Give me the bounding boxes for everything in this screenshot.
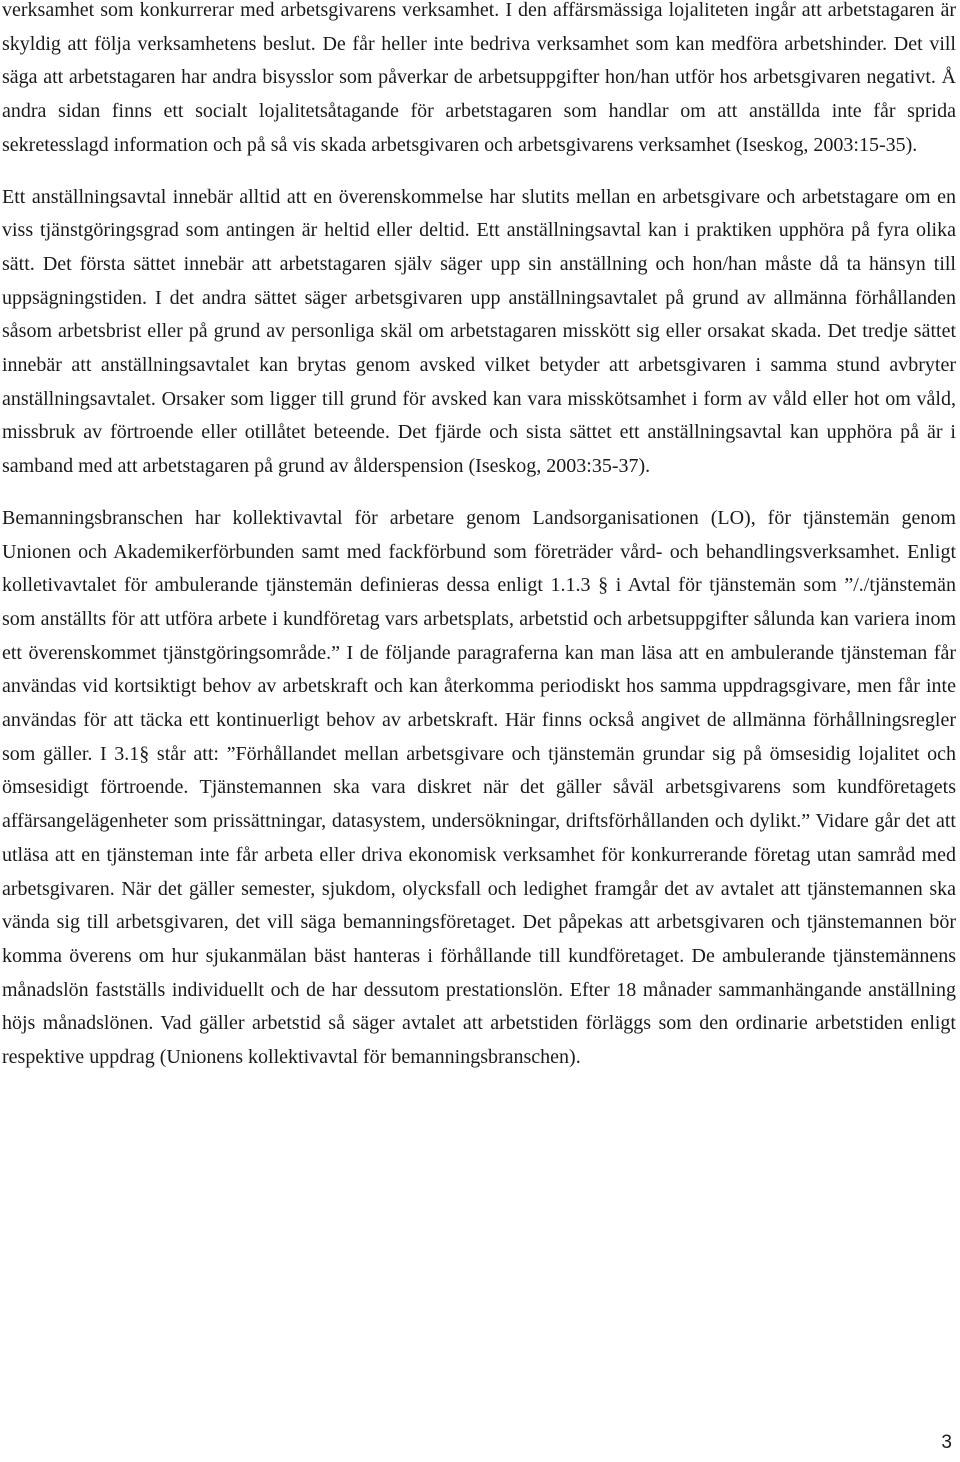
document-page — [2, 0, 956, 1075]
paragraph-employment-contract: Ett anställningsavtal innebär alltid att en överenskommelse har slutits mellan en arbetsgivare och arbetstagare om en viss tjänstgöringsgrad som antingen är heltid eller deltid. Ett anställningsavtal kan i praktiken upphöra på fyra olika sätt. Det första sättet innebär att arbetstagaren själv säger upp sin anställning och hon/han måste då ta hänsyn till uppsägningstiden. I det andra sättet säger arbetsgivaren upp anställningsavtalet på grund av allmänna förhållanden såsom arbetsbrist eller på grund av personliga skäl om arbetstagaren misskött sig eller orsakat skada. Det tredje sättet innebär att anställningsavtalet kan brytas genom avsked vilket betyder att arbetsgivaren i samma stund avbryter anställningsavtalet. Orsaker som ligger till grund för avsked kan vara misskötsamhet i form av våld eller hot om våld, missbruk av förtroende eller otillåtet beteende. Det fjärde och sista sättet ett anställningsavtal kan upphöra på är i samband med att arbetstagaren på grund av ålderspension (Iseskog, 2003:35-37). — [2, 185, 956, 478]
paragraph-staffing-collective-agreement: Bemanningsbranschen har kollektivavtal för arbetare genom Landsorganisationen (LO), för tjänstemän genom Unionen och Akademikerförbunden samt med fackförbund som företräder vård- och behandlingsverksamhet. Enligt kolletivavtalet för ambulerande tjänstemän definieras dessa enligt 1.1.3 § i Avtal för tjänstemän som ”/./tjänstemän som anställts för att utföra arbete i kundföretag vars arbetsplats, arbetstid och arbetsuppgifter sålunda kan variera inom ett överenskommet tjänstgöringsområde.” I de följande paragraferna kan man läsa att en ambulerande tjänsteman får användas vid kortsiktigt behov av arbetskraft och kan återkomma periodiskt hos samma uppdragsgivare, men får inte användas för att täcka ett kontinuerligt behov av arbetskraft. Här finns också angivet de allmänna förhållningsregler som gäller. I 3.1§ står att: ”Förhållandet mellan arbetsgivare och tjänstemän grundar sig på ömsesidig lojalitet och ömsesidigt förtroende. Tjänstemannen ska vara diskret när det gäller såväl arbetsgivarens som kundföretagets affärsangelägenheter som prissättningar, datasystem, undersökningar, driftsförhållanden och dylikt.” Vidare går det att utläsa att en tjänsteman inte får arbeta eller driva ekonomisk verksamhet för konkurrerande företag utan samråd med arbetsgivaren. När det gäller semester, sjukdom, olycksfall och ledighet framgår det av avtalet att tjänstemannen ska vända sig till arbetsgivaren, det vill säga bemanningsföretaget. Det påpekas att arbetsgivaren och tjänstemannen bör komma överens om hur sjukanmälan bäst hanteras i förhållande till kundföretaget. De ambulerande tjänstemännens månadslön fastställs individuellt och de har dessutom prestationslön. Efter 18 månader sammanhängande anställning höjs månadslönen. Vad gäller arbetstid så säger avtalet att arbetstiden förläggs som den ordinarie arbetstiden enligt respektive uppdrag (Unionens kollektivavtal för bemanningsbranschen). — [2, 506, 956, 1069]
paragraph-loyalty-continued: verksamhet som konkurrerar med arbetsgivarens verksamhet. I den affärsmässiga lojaliteten ingår att arbetstagaren är skyldig att följa verksamhetens beslut. De får heller inte bedriva verksamhet som kan medföra arbetshinder. Det vill säga att arbetstagaren har andra bisysslor som påverkar de arbetsuppgifter hon/han utför hos arbetsgivaren negativt. Å andra sidan finns ett socialt lojalitetsåtagande för arbetstagaren som handlar om att anställda inte får sprida sekretesslagd information och på så vis skada arbetsgivaren och arbetsgivarens verksamhet (Iseskog, 2003:15-35). — [2, 0, 956, 156]
page-number: 3 — [941, 1432, 952, 1453]
